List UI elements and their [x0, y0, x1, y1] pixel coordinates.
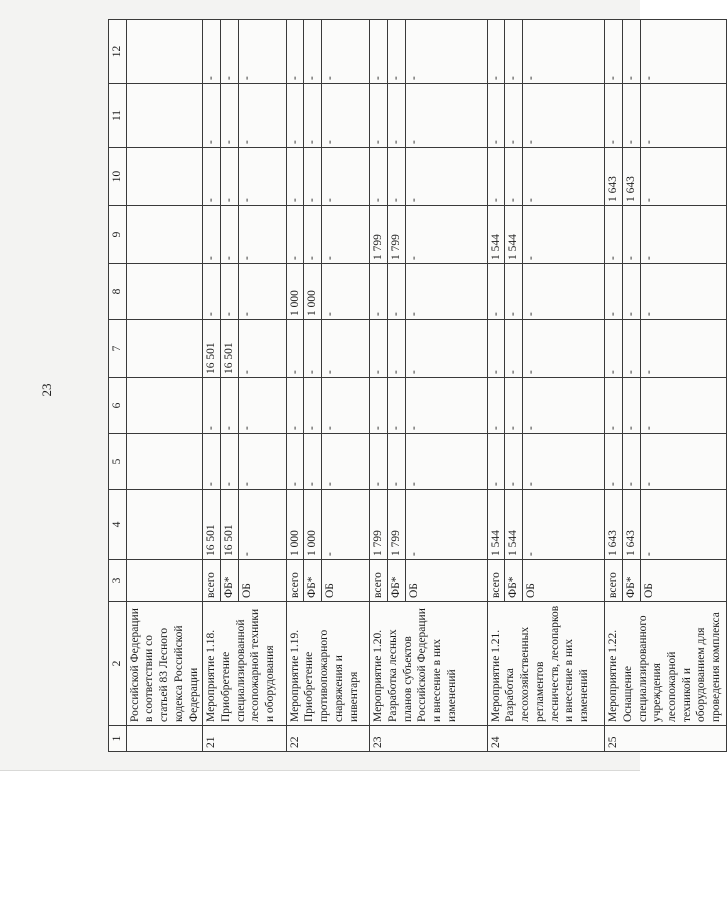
- amount-cell: -: [622, 378, 640, 434]
- amount-cell: -: [505, 84, 523, 148]
- amount-cell: 1 643: [605, 148, 623, 206]
- funding-source: ОБ: [405, 560, 487, 602]
- amount-cell: -: [322, 20, 370, 84]
- amount-cell: -: [221, 148, 239, 206]
- amount-cell: 1 000: [286, 490, 304, 560]
- column-number: 10: [109, 148, 127, 206]
- measure-row: [203, 20, 221, 752]
- amount-cell: -: [487, 434, 505, 490]
- funding-source: всего: [487, 560, 505, 602]
- column-number: 7: [109, 320, 127, 378]
- measure-name: Мероприятие 1.18. Приобретение специализированной лесопожарной техники и оборудования: [203, 602, 286, 726]
- amount-cell: -: [286, 434, 304, 490]
- funding-source: всего: [370, 560, 388, 602]
- amount-cell: -: [640, 148, 726, 206]
- amount-cell: -: [622, 320, 640, 378]
- amount-cell: 16 501: [203, 490, 221, 560]
- amount-cell: -: [622, 434, 640, 490]
- amount-cell: -: [640, 20, 726, 84]
- amount-cell: -: [286, 20, 304, 84]
- amount-cell: -: [405, 148, 487, 206]
- amount-cell: -: [505, 320, 523, 378]
- amount-cell: -: [203, 20, 221, 84]
- amount-cell: -: [523, 320, 605, 378]
- amount-cell: -: [322, 206, 370, 264]
- funding-source: ОБ: [640, 560, 726, 602]
- amount-cell: 1 544: [487, 490, 505, 560]
- amount-cell: -: [322, 84, 370, 148]
- amount-cell: -: [221, 20, 239, 84]
- column-number: 4: [109, 490, 127, 560]
- amount-cell: -: [487, 320, 505, 378]
- amount-cell: -: [487, 378, 505, 434]
- amount-cell: -: [221, 378, 239, 434]
- amount-cell: -: [221, 84, 239, 148]
- amount-cell: -: [322, 320, 370, 378]
- funding-source: ФБ*: [622, 560, 640, 602]
- measure-number: 21: [203, 726, 286, 752]
- amount-cell: -: [405, 320, 487, 378]
- amount-cell: -: [238, 378, 286, 434]
- rotated-table-wrapper: [108, 20, 723, 752]
- amount-cell: -: [487, 264, 505, 320]
- amount-cell: -: [286, 206, 304, 264]
- amount-cell: -: [286, 320, 304, 378]
- program-measures-table: [108, 19, 727, 752]
- funding-source: всего: [286, 560, 304, 602]
- amount-cell: -: [605, 320, 623, 378]
- amount-cell: -: [370, 20, 388, 84]
- amount-cell: 16 501: [221, 320, 239, 378]
- funding-source: ФБ*: [387, 560, 405, 602]
- funding-source: всего: [605, 560, 623, 602]
- page-number: 23: [39, 383, 54, 397]
- measure-number: 25: [605, 726, 726, 752]
- measure-row: [605, 20, 623, 752]
- amount-cell: -: [605, 378, 623, 434]
- amount-cell: 1 799: [387, 490, 405, 560]
- amount-cell: 1 000: [304, 264, 322, 320]
- amount-cell: -: [387, 378, 405, 434]
- column-number: 6: [109, 378, 127, 434]
- amount-cell: -: [605, 20, 623, 84]
- amount-cell: -: [523, 264, 605, 320]
- amount-cell: -: [322, 490, 370, 560]
- amount-cell: -: [505, 378, 523, 434]
- amount-cell: -: [640, 206, 726, 264]
- amount-cell: -: [304, 20, 322, 84]
- amount-cell: -: [387, 434, 405, 490]
- amount-cell: -: [304, 206, 322, 264]
- amount-cell: -: [640, 264, 726, 320]
- amount-cell: -: [640, 434, 726, 490]
- amount-cell: -: [523, 378, 605, 434]
- amount-cell: -: [605, 206, 623, 264]
- amount-cell: -: [286, 84, 304, 148]
- measure-name: Мероприятие 1.20. Разработка лесных планов субъектов Российской Федерации и внесение в них изменений: [370, 602, 487, 726]
- amount-cell: 1 544: [505, 490, 523, 560]
- amount-cell: -: [203, 148, 221, 206]
- amount-cell: -: [238, 434, 286, 490]
- column-number: 1: [109, 726, 127, 752]
- amount-cell: -: [370, 434, 388, 490]
- amount-cell: -: [304, 434, 322, 490]
- amount-cell: -: [304, 84, 322, 148]
- amount-cell: 1 799: [370, 206, 388, 264]
- amount-cell: -: [505, 20, 523, 84]
- amount-cell: -: [238, 84, 286, 148]
- amount-cell: -: [640, 378, 726, 434]
- funding-source: ОБ: [238, 560, 286, 602]
- amount-cell: -: [370, 84, 388, 148]
- amount-cell: -: [505, 434, 523, 490]
- amount-cell: -: [605, 264, 623, 320]
- amount-cell: -: [622, 264, 640, 320]
- measure-name: Мероприятие 1.22. Оснащение специализированного учреждения лесопожарной техникой и оборудованием для проведения комплекса: [605, 602, 726, 726]
- amount-cell: -: [370, 264, 388, 320]
- amount-cell: -: [387, 264, 405, 320]
- amount-cell: -: [605, 84, 623, 148]
- amount-cell: -: [304, 148, 322, 206]
- funding-source: ФБ*: [304, 560, 322, 602]
- amount-cell: -: [238, 264, 286, 320]
- amount-cell: -: [505, 148, 523, 206]
- amount-cell: -: [203, 434, 221, 490]
- column-number: 9: [109, 206, 127, 264]
- amount-cell: -: [523, 434, 605, 490]
- amount-cell: -: [203, 378, 221, 434]
- amount-cell: 1 799: [387, 206, 405, 264]
- measure-row: [487, 20, 505, 752]
- amount-cell: -: [523, 84, 605, 148]
- amount-cell: -: [238, 490, 286, 560]
- column-number: 11: [109, 84, 127, 148]
- measure-number: 23: [370, 726, 487, 752]
- amount-cell: -: [640, 490, 726, 560]
- amount-cell: -: [370, 320, 388, 378]
- amount-cell: -: [405, 206, 487, 264]
- measure-number: 24: [487, 726, 604, 752]
- amount-cell: -: [640, 84, 726, 148]
- measure-number: 22: [286, 726, 369, 752]
- amount-cell: -: [203, 84, 221, 148]
- amount-cell: -: [221, 434, 239, 490]
- funding-source: ФБ*: [505, 560, 523, 602]
- amount-cell: -: [387, 148, 405, 206]
- amount-cell: 1 544: [487, 206, 505, 264]
- column-number: 5: [109, 434, 127, 490]
- amount-cell: -: [322, 434, 370, 490]
- amount-cell: -: [405, 20, 487, 84]
- amount-cell: -: [405, 434, 487, 490]
- amount-cell: -: [387, 320, 405, 378]
- amount-cell: 1 000: [286, 264, 304, 320]
- amount-cell: -: [203, 264, 221, 320]
- funding-source: ФБ*: [221, 560, 239, 602]
- column-number: 2: [109, 602, 127, 726]
- amount-cell: -: [605, 434, 623, 490]
- amount-cell: -: [640, 320, 726, 378]
- measure-name: Мероприятие 1.19. Приобретение противопожарного снаряжения и инвентаря: [286, 602, 369, 726]
- column-number-row: [109, 20, 127, 752]
- funding-source: ОБ: [523, 560, 605, 602]
- measure-name: Мероприятие 1.21. Разработка лесохозяйственных регламентов лесничеств, лесопарков и внесение в них изменений: [487, 602, 604, 726]
- amount-cell: -: [622, 206, 640, 264]
- amount-cell: -: [221, 264, 239, 320]
- column-number: 3: [109, 560, 127, 602]
- amount-cell: -: [487, 20, 505, 84]
- amount-cell: 1 643: [622, 490, 640, 560]
- amount-cell: 16 501: [221, 490, 239, 560]
- amount-cell: 1 000: [304, 490, 322, 560]
- funding-source: ОБ: [322, 560, 370, 602]
- amount-cell: -: [523, 206, 605, 264]
- continuation-num-cell: [126, 726, 203, 752]
- amount-cell: -: [322, 264, 370, 320]
- amount-cell: -: [487, 148, 505, 206]
- amount-cell: 1 799: [370, 490, 388, 560]
- amount-cell: -: [405, 84, 487, 148]
- continuation-name: Российской Федерации в соответствии со статьей 83 Лесного кодекса Российской Федерации: [126, 602, 203, 726]
- amount-cell: -: [238, 148, 286, 206]
- amount-cell: -: [505, 264, 523, 320]
- amount-cell: -: [405, 378, 487, 434]
- amount-cell: -: [304, 378, 322, 434]
- amount-cell: -: [487, 84, 505, 148]
- amount-cell: -: [238, 20, 286, 84]
- amount-cell: -: [622, 20, 640, 84]
- amount-cell: 1 643: [605, 490, 623, 560]
- amount-cell: -: [203, 206, 221, 264]
- amount-cell: -: [405, 264, 487, 320]
- amount-cell: -: [238, 206, 286, 264]
- amount-cell: -: [523, 148, 605, 206]
- funding-source: всего: [203, 560, 221, 602]
- amount-cell: -: [238, 320, 286, 378]
- amount-cell: -: [304, 320, 322, 378]
- amount-cell: -: [286, 148, 304, 206]
- amount-cell: -: [286, 378, 304, 434]
- continuation-row: [126, 20, 203, 752]
- amount-cell: -: [221, 206, 239, 264]
- amount-cell: 1 643: [622, 148, 640, 206]
- amount-cell: -: [622, 84, 640, 148]
- column-number: 8: [109, 264, 127, 320]
- measure-row: [286, 20, 304, 752]
- amount-cell: -: [370, 378, 388, 434]
- amount-cell: -: [370, 148, 388, 206]
- amount-cell: 1 544: [505, 206, 523, 264]
- amount-cell: -: [405, 490, 487, 560]
- measure-row: [370, 20, 388, 752]
- amount-cell: -: [387, 20, 405, 84]
- amount-cell: -: [322, 148, 370, 206]
- amount-cell: -: [523, 20, 605, 84]
- amount-cell: -: [387, 84, 405, 148]
- amount-cell: -: [523, 490, 605, 560]
- amount-cell: 16 501: [203, 320, 221, 378]
- amount-cell: -: [322, 378, 370, 434]
- column-number: 12: [109, 20, 127, 84]
